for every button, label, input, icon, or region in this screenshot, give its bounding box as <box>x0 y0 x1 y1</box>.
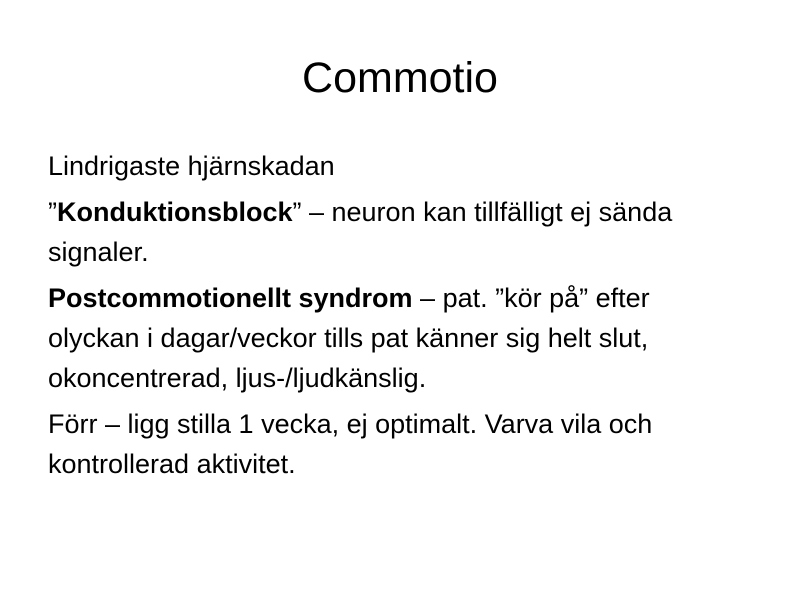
paragraph-3 <box>48 278 748 398</box>
paragraph-2-bold-term: Konduktionsblock <box>57 197 293 227</box>
slide-body <box>48 146 748 490</box>
paragraph-4 <box>48 404 748 484</box>
paragraph-1 <box>48 146 748 186</box>
paragraph-3-bold-term: Postcommotionellt syndrom <box>48 283 413 313</box>
paragraph-4-text: Förr – ligg stilla 1 vecka, ej optimalt. Varva vila och kontrollerad aktivitet. <box>48 409 653 479</box>
paragraph-2 <box>48 192 748 272</box>
paragraph-3-rest: – pat. ”kör på” efter olyckan i dagar/veckor tills pat känner sig helt slut, okoncentrerad, ljus-/ljudkänslig. <box>48 283 650 393</box>
paragraph-1-text: Lindrigaste hjärnskadan <box>48 151 335 181</box>
paragraph-2-open-quote: ” <box>48 197 57 227</box>
paragraph-2-rest: ” – neuron kan tillfälligt ej sända signaler. <box>48 197 673 267</box>
slide-title: Commotio <box>302 54 498 102</box>
